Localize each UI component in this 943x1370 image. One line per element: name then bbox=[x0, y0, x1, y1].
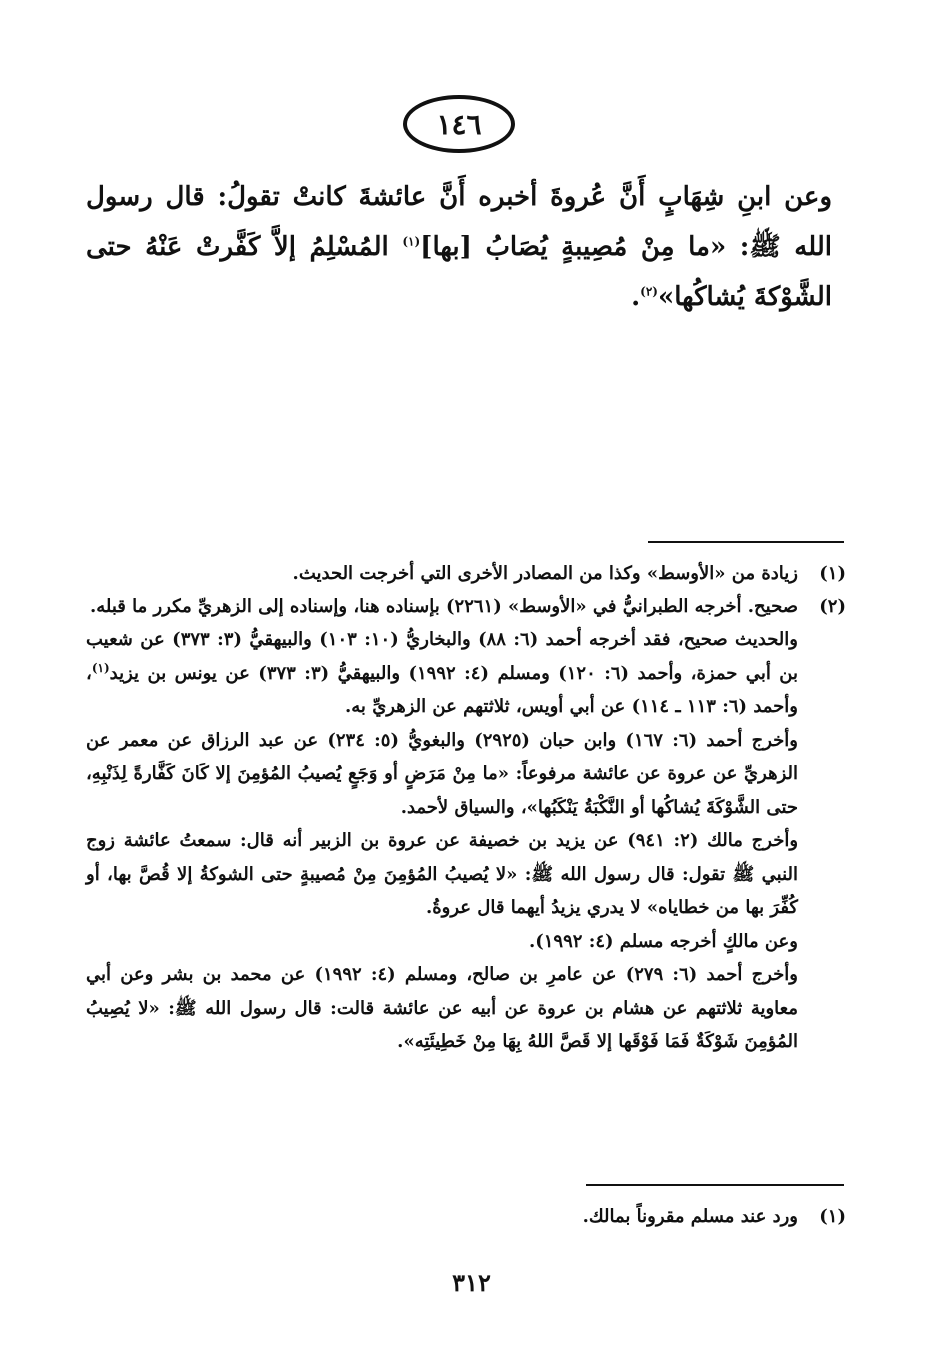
secondary-footnote-separator bbox=[586, 1184, 844, 1186]
footnote bbox=[86, 590, 846, 623]
commentary-text: والحديث صحيح، فقد أخرجه أحمد (٦: ٨٨) والبخاريُّ (١٠: ١٠٣) والبيهقيُّ (٣: ٣٧٣) عن شعيب بن أبي حمزة، وأحمد (٦: ١٢٠) ومسلم (٤: ١٩٩٢) والبيهقيُّ (٣: ٣٧٣) عن يونس بن يزيد bbox=[86, 629, 798, 684]
commentary-paragraph bbox=[86, 958, 798, 1059]
footnote bbox=[86, 1200, 846, 1233]
secondary-footnotes-block bbox=[86, 1200, 846, 1233]
hadith-main-text bbox=[86, 172, 832, 322]
footnote-number: (٢) bbox=[819, 596, 846, 617]
commentary-text: وأخرج مالك (٢: ٩٤١) عن يزيد بن خصيفة عن عروة بن الزبير أنه قال: سمعتُ عائشة زوج النبي ﷺ تقول: قال رسول الله ﷺ: «لا يُصيبُ المُؤمِنَ مِنْ مُصيبةٍ حتى الشوكةُ إلا قُصَّ بها، أو كُفِّرَ بها من خطاياه» لا يدري يزيدُ أيهما قال عروةُ. bbox=[86, 830, 799, 918]
footnote-number: (١) bbox=[819, 1206, 846, 1227]
footnote-text: صحيح. أخرجه الطبرانيُّ في «الأوسط» (٢٢٦١) بإسناده هنا، وإسناده إلى الزهريِّ مكرر ما قبله. bbox=[89, 596, 798, 617]
footnote-text: ورد عند مسلم مقروناً بمالك. bbox=[582, 1206, 798, 1227]
commentary-text: وأخرج أحمد (٦: ٢٧٩) عن عامرِ بن صالح، ومسلم (٤: ١٩٩٢) عن محمد بن بشر وعن أبي معاوية ثلاثتهم عن هشام بن عروة عن أبيه عن عائشة قالت: قال رسول الله ﷺ: «لا يُصِيبُ المُؤمِنَ شَوْكَةٌ فَمَا فَوْقَها إلا قَصَّ اللهُ بِهَا مِنْ خَطِيئَتِه». bbox=[86, 964, 798, 1052]
footnote-text: زيادة من «الأوسط» وكذا من المصادر الأخرى التي أخرجت الحديث. bbox=[292, 563, 798, 584]
hadith-number-badge bbox=[403, 95, 515, 153]
hadith-text-part1: وعن ابنِ شِهَابٍ أَنَّ عُروةَ أخبره أَنَّ عائشةَ كانتْ تقولُ: قال رسول الله ﷺ: «ما مِنْ مُصِيبةٍ يُصَابُ [بها] bbox=[86, 182, 832, 262]
commentary-paragraph bbox=[86, 925, 798, 959]
commentary-text: وأخرج أحمد (٦: ١٦٧) وابن حبان (٢٩٢٥) والبغويُّ (٥: ٢٣٤) عن عبد الرزاق عن معمر عن الزهريِّ عن عروة عن عائشة مرفوعاً: «ما مِنْ مَرَضٍ أو وَجَعٍ يُصيبُ المُؤمِنَ إلا كَانَ كَفَّارةً لِذَنْبِهِ، حتى الشَّوْكَةَ يُشاكُها أو النَّكْبَةُ يَنْكَبُها»، والسياق لأحمد. bbox=[86, 729, 798, 818]
footnotes-block bbox=[86, 557, 846, 1059]
commentary-paragraph bbox=[86, 824, 798, 925]
footnote-ref-2: (٢) bbox=[640, 284, 658, 299]
commentary-footnote-ref: (١) bbox=[91, 660, 110, 675]
commentary-paragraph bbox=[86, 623, 798, 724]
hadith-text-part2: المُسْلِمُ إلاَّ كَفَّرتْ عَنْهُ حتى الشَّوْكةَ يُشاكُها» bbox=[86, 232, 832, 312]
hadith-number: ١٤٦ bbox=[436, 107, 482, 141]
commentary-paragraph bbox=[86, 724, 798, 825]
hadith-text-part3: . bbox=[631, 282, 641, 312]
footnote-ref-1: (١) bbox=[402, 234, 421, 249]
footnote-separator bbox=[648, 541, 844, 543]
commentary-text: وعن مالكٍ أخرجه مسلم (٤: ١٩٩٢). bbox=[528, 930, 798, 952]
commentary-text: ، وأحمد (٦: ١١٣ ـ ١١٤) عن أبي أويس، ثلاثتهم عن الزهريِّ به. bbox=[86, 662, 798, 717]
footnote bbox=[86, 557, 846, 590]
footnote-number: (١) bbox=[819, 563, 846, 584]
page-number: ٣١٢ bbox=[452, 1268, 491, 1297]
